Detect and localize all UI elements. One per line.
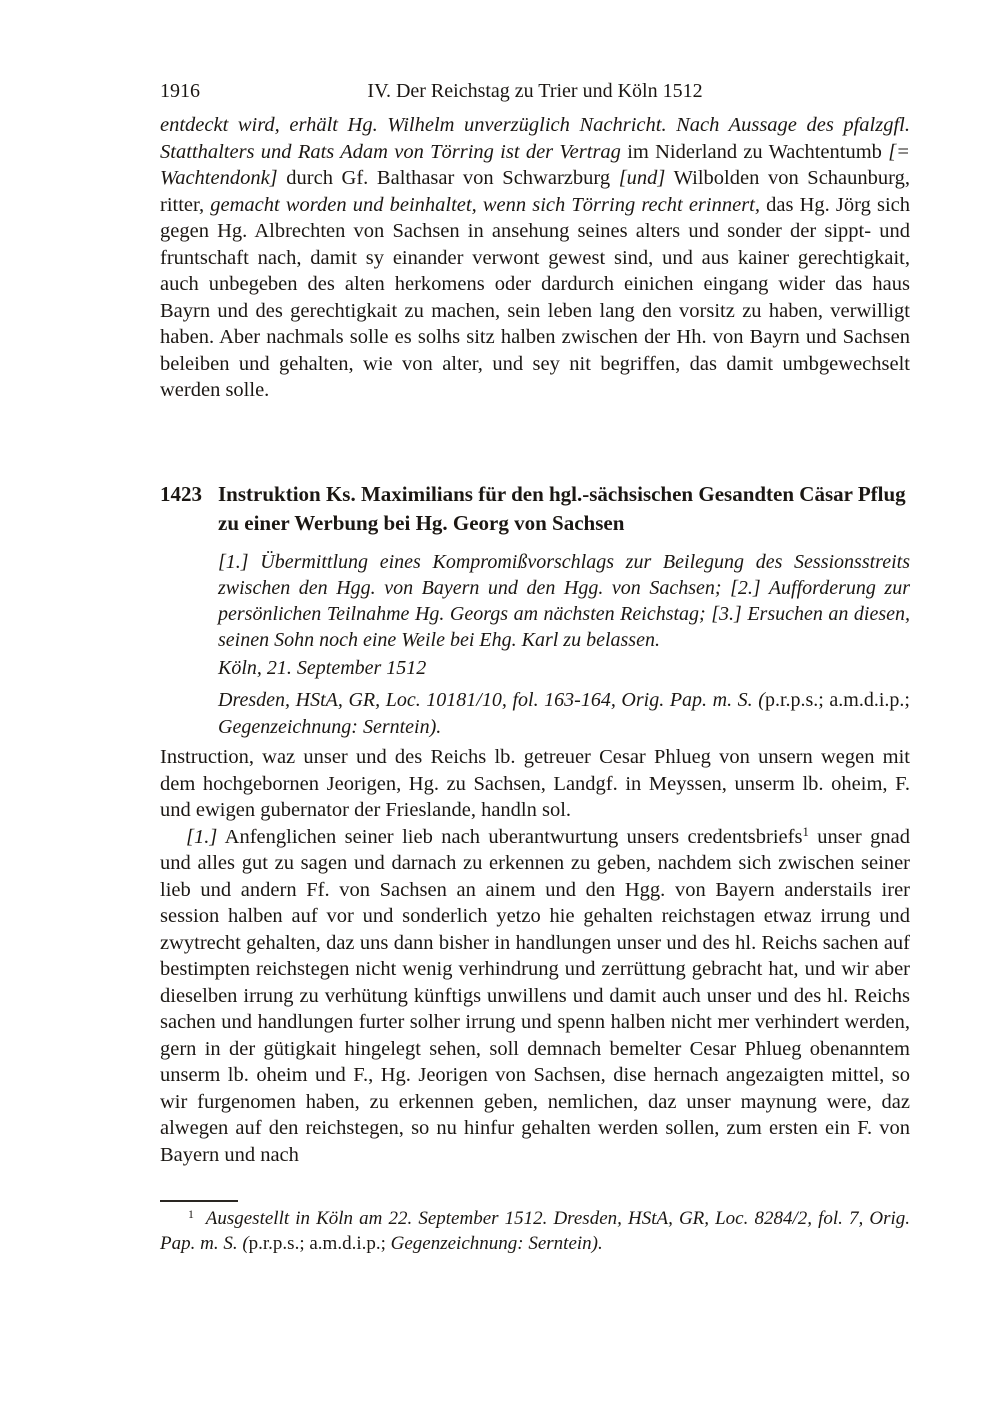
body-paragraph-intro: Instruction, waz unser und des Reichs lb. getreuer Cesar Phlueg von unsern wegen mit dem hochgebornen Jeorigen, Hg. zu Sachsen, Landgf. in Meyssen, unserm lb. oheim, F. und ewigen gubernator der Frieslande, handln sol.: [160, 746, 910, 821]
entry-number: 1423: [160, 482, 202, 506]
entry-summary: [1.] Übermittlung eines Kompromißvorschlags zur Beilegung des Sessionsstreits zwischen den Hgg. von Bayern und den Hgg. von Sachsen; [2.] Aufforderung zur persönlichen Teilnahme Hg. Georgs am nächsten Reichstag; [3.] Ersuchen an diesen, seinen Sohn noch eine Weile bei Ehg. Karl zu belassen.: [218, 551, 910, 651]
entry-source-reference: Dresden, HStA, GR, Loc. 10181/10, fol. 163-164, Orig. Pap. m. S. (p.r.p.s.; a.m.d.i.p.; Gegenzeichnung: Serntein).: [218, 689, 910, 738]
page-number: 1916: [160, 80, 200, 102]
entry-dateline: Köln, 21. September 1512: [218, 657, 427, 679]
carryover-paragraph: entdeckt wird, erhält Hg. Wilhelm unverzüglich Nachricht. Nach Aussage des pfalzgfl. Statthalters und Rats Adam von Törring ist der Vertrag im Niderland zu Wachtentumb [= Wachtendonk] durch Gf. Balthasar von Schwarzburg [und] Wilbolden von Schaunburg, ritter, gemacht worden und beinhaltet, wenn sich Törring recht erinnert, das Hg. Jörg sich gegen Hg. Albrechten von Sachsen in ansehung seines alters und sonder der sippt- und fruntschaft nach, damit sy einander verwont gewest sind, und aus kainer gerechtigkait, auch unbegeben des alten herkomens oder dardurch einichen eingang wider das haus Bayrn und des gerechtigkait zu machen, sein leben lang den vorsitz zu haben, verwilligt haben. Aber nachmals solle es solhs sitz halben zwischen der Hh. von Bayrn und Sachsen beleiben und gehalten, wie von alter, und sey nit begriffen, das damit umbgewechselt werden solle.: [160, 114, 910, 401]
running-title: IV. Der Reichstag zu Trier und Köln 1512: [367, 80, 703, 102]
running-head: [160, 78, 910, 104]
body-paragraph-1: [1.] Anfenglichen seiner lieb nach uberantwurtung unsers credentsbriefs$^1$ unser gnad und alles gut zu sagen und darnach zu erkennen zu geben, nachdem sich zwischen seiner lieb und andern Ff. von Sachsen an ainem und den Hgg. von Bayern anderstails irer session halben auf vor und sonderlich yetzo hie gehalten reichstagen etwaz irrung und zwytrecht gehalten, daz uns dann bisher in handlungen unser und des hl. Reichs sachen auf bestimpten reichstegen nicht wenig verhindrung und zerrüttung gebracht hat, und wir aber dieselben irrung zu verhütung künftigs unwillens und damit auch unser und des hl. Reichs sachen und handlungen furter solher irrung und spenn halben nicht mer verhindert werden, gern in der gütigkait hingelegt sehen, soll demnach bemelter Cesar Phlueg obenanntem unserm lb. oheim und F., Hg. Jeorigen von Sachsen, dise hernach angezaigten mittel, so wir furgenomen haben, zu erkennen geben, nemlichen, daz unser maynung were, daz alwegen auf den reichstegen, so nu hinfur gehalten werden sollen, zum ersten ein F. von Bayern und nach: [160, 825, 910, 1166]
entry-heading: [160, 480, 910, 538]
footnote-1: $^1$ Ausgestellt in Köln am 22. September 1512. Dresden, HStA, GR, Loc. 8284/2, fol. 7, Orig. Pap. m. S. (p.r.p.s.; a.m.d.i.p.; Gegenzeichnung: Serntein).: [160, 1208, 910, 1254]
entry-title: Instruktion Ks. Maximilians für den hgl.-sächsischen Gesandten Cäsar Pflug zu einer Werbung bei Hg. Georg von Sachsen: [218, 482, 906, 535]
footnote-separator-rule: [160, 1200, 238, 1202]
entry-body: [160, 744, 910, 1168]
